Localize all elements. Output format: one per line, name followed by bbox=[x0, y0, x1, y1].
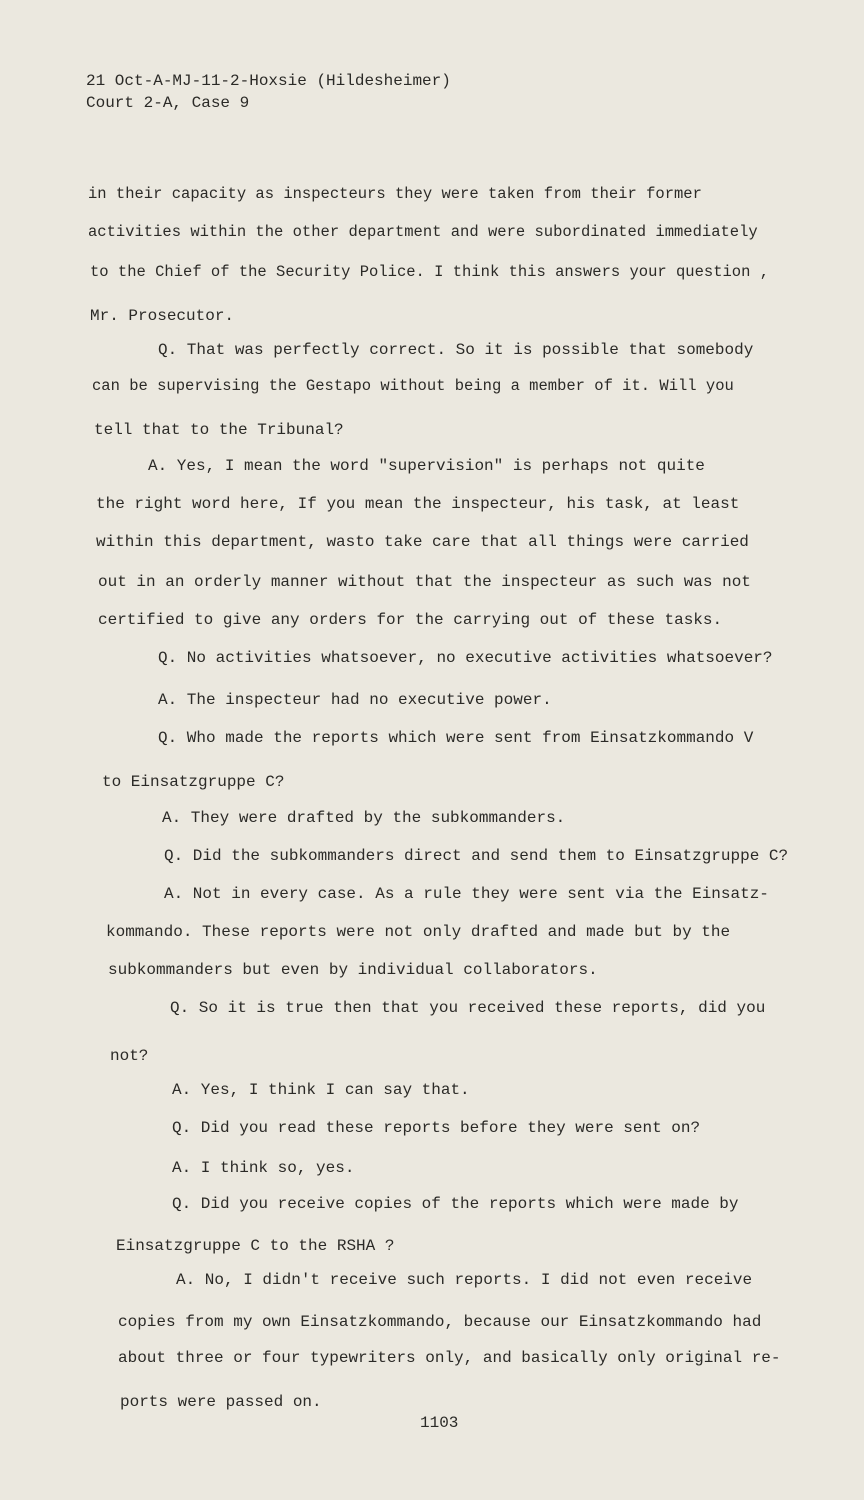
text-line: within this department, wasto take care that all things were carried bbox=[96, 533, 749, 551]
text-line: Einsatzgruppe C to the RSHA ? bbox=[116, 1237, 395, 1255]
text-line: A. Yes, I mean the word "supervision" is perhaps not quite bbox=[148, 457, 705, 475]
text-line: Q. Did the subkommanders direct and send them to Einsatzgruppe C? bbox=[164, 847, 789, 865]
text-line: can be supervising the Gestapo without being a member of it. Will you bbox=[92, 377, 734, 395]
text-line: Q. No activities whatsoever, no executive activities whatsoever? bbox=[158, 649, 773, 667]
text-line: the right word here, If you mean the inspecteur, his task, at least bbox=[96, 495, 740, 513]
text-line: Q. That was perfectly correct. So it is possible that somebody bbox=[158, 341, 754, 359]
text-line: A. Yes, I think I can say that. bbox=[172, 1081, 470, 1099]
text-line: copies from my own Einsatzkommando, because our Einsatzkommando had bbox=[118, 1313, 762, 1331]
text-line: A. They were drafted by the subkommanders. bbox=[162, 809, 566, 827]
text-line: out in an orderly manner without that the inspecteur as such was not bbox=[98, 573, 751, 591]
text-line: Mr. Prosecutor. bbox=[90, 307, 235, 325]
page-number: 1103 bbox=[420, 1414, 459, 1432]
text-line: ports were passed on. bbox=[120, 1393, 322, 1411]
header-line-1: 21 Oct-A-MJ-11-2-Hoxsie (Hildesheimer) bbox=[86, 72, 451, 90]
header-line-2: Court 2-A, Case 9 bbox=[86, 94, 250, 112]
text-line: kommando. These reports were not only drafted and made but by the bbox=[106, 923, 731, 941]
text-line: about three or four typewriters only, and basically only original re- bbox=[118, 1349, 781, 1367]
text-line: not? bbox=[110, 1047, 149, 1065]
text-line: Q. Did you read these reports before they were sent on? bbox=[172, 1119, 701, 1137]
text-line: certified to give any orders for the carrying out of these tasks. bbox=[98, 611, 723, 629]
text-line: subkommanders but even by individual collaborators. bbox=[108, 961, 598, 979]
text-line: activities within the other department and were subordinated immediately bbox=[88, 223, 758, 241]
document-header bbox=[86, 70, 451, 114]
text-line: Q. Did you receive copies of the reports which were made by bbox=[172, 1195, 739, 1213]
text-line: to Einsatzgruppe C? bbox=[102, 773, 285, 791]
text-line: tell that to the Tribunal? bbox=[94, 421, 344, 439]
text-line: A. Not in every case. As a rule they were sent via the Einsatz- bbox=[164, 885, 769, 903]
text-line: Q. Who made the reports which were sent from Einsatzkommando V bbox=[158, 729, 754, 747]
text-line: to the Chief of the Security Police. I think this answers your question , bbox=[90, 263, 770, 281]
text-line: A. I think so, yes. bbox=[172, 1159, 355, 1177]
text-line: A. The inspecteur had no executive power. bbox=[158, 691, 552, 709]
text-line: Q. So it is true then that you received these reports, did you bbox=[170, 999, 766, 1017]
text-line: in their capacity as inspecteurs they were taken from their former bbox=[88, 185, 702, 203]
text-line: A. No, I didn't receive such reports. I did not even receive bbox=[176, 1271, 753, 1289]
